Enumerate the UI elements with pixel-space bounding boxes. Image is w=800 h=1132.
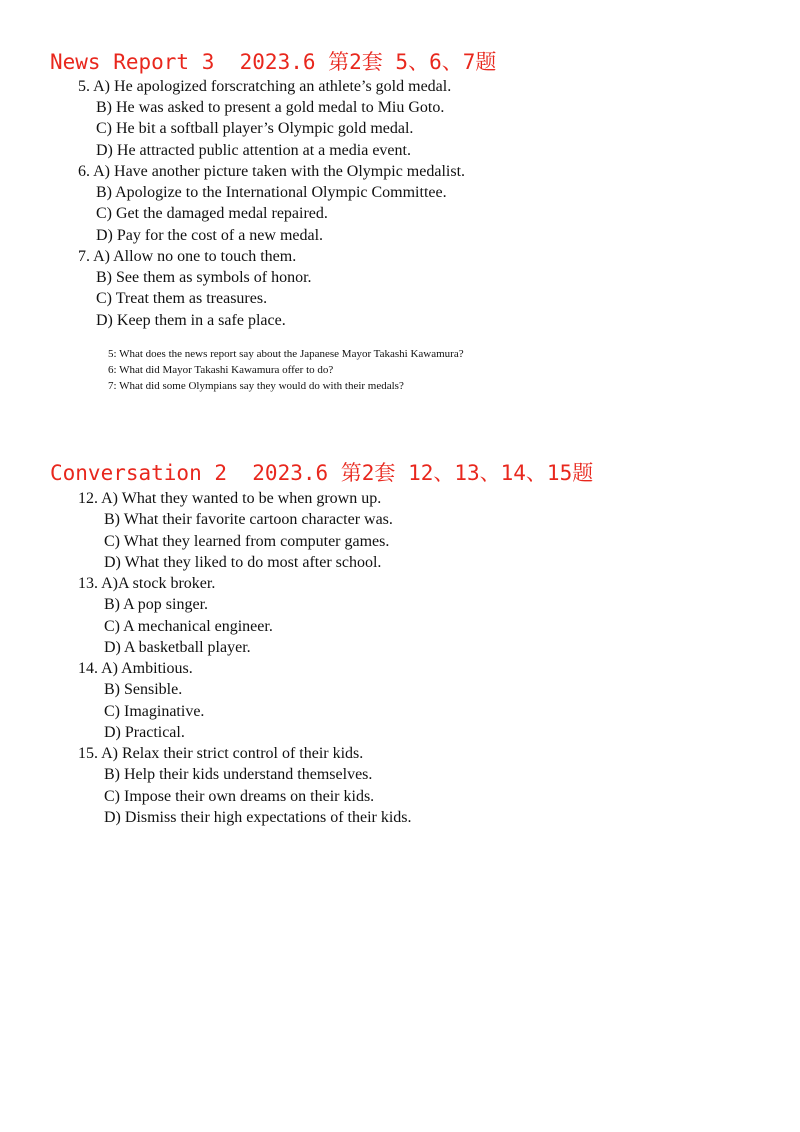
question-15-option-b: B) Help their kids understand themselves. xyxy=(104,766,373,783)
question-7-option-d: D) Keep them in a safe place. xyxy=(96,312,286,329)
question-5-option-a xyxy=(78,77,451,97)
question-7-option-c: C) Treat them as treasures. xyxy=(96,290,268,307)
note-question-5: 5: What does the news report say about the Japanese Mayor Takashi Kawamura? xyxy=(108,348,464,360)
question-7-option-b: B) See them as symbols of honor. xyxy=(96,269,312,286)
question-number: 13. xyxy=(78,575,98,592)
question-14-option-d: D) Practical. xyxy=(104,724,185,741)
question-number: 14. xyxy=(78,660,98,677)
section-title-conversation: Conversation 2 2023.6 第2套 12、13、14、15题 xyxy=(50,461,594,485)
note-question-6: 6: What did Mayor Takashi Kawamura offer to do? xyxy=(108,364,334,376)
question-5-option-b: B) He was asked to present a gold medal to Miu Goto. xyxy=(96,99,445,116)
option-text: A) Allow no one to touch them. xyxy=(93,248,297,265)
question-6-option-d: D) Pay for the cost of a new medal. xyxy=(96,227,324,244)
question-14-option-b: B) Sensible. xyxy=(104,681,183,698)
question-14-option-c: C) Imaginative. xyxy=(104,703,205,720)
question-number: 7. xyxy=(78,248,90,265)
question-number: 15. xyxy=(78,745,98,762)
question-12-option-a xyxy=(78,489,381,509)
question-12-option-b: B) What their favorite cartoon character was. xyxy=(104,511,393,528)
question-number: 6. xyxy=(78,163,90,180)
section-title-news-report: News Report 3 2023.6 第2套 5、6、7题 xyxy=(50,50,497,74)
option-text: A) Relax their strict control of their kids. xyxy=(101,745,364,762)
option-text: A) What they wanted to be when grown up. xyxy=(101,490,382,507)
question-7-option-a xyxy=(78,247,296,267)
question-15-option-c: C) Impose their own dreams on their kids. xyxy=(104,788,375,805)
question-15-option-a xyxy=(78,744,363,764)
question-14-option-a xyxy=(78,659,193,679)
question-12-option-c: C) What they learned from computer games. xyxy=(104,533,390,550)
question-13-option-b: B) A pop singer. xyxy=(104,596,209,613)
option-text: A) Have another picture taken with the Olympic medalist. xyxy=(93,163,466,180)
question-13-option-d: D) A basketball player. xyxy=(104,639,251,656)
option-text: A)A stock broker. xyxy=(101,575,216,592)
question-13-option-c: C) A mechanical engineer. xyxy=(104,618,273,635)
option-text: A) He apologized forscratching an athlete’s gold medal. xyxy=(93,78,452,95)
question-6-option-c: C) Get the damaged medal repaired. xyxy=(96,205,328,222)
question-5-option-c: C) He bit a softball player’s Olympic gold medal. xyxy=(96,120,414,137)
question-6-option-a xyxy=(78,162,465,182)
question-number: 5. xyxy=(78,78,90,95)
question-13-option-a xyxy=(78,574,215,594)
question-6-option-b: B) Apologize to the International Olympic Committee. xyxy=(96,184,447,201)
question-15-option-d: D) Dismiss their high expectations of their kids. xyxy=(104,809,412,826)
note-question-7: 7: What did some Olympians say they would do with their medals? xyxy=(108,380,404,392)
question-5-option-d: D) He attracted public attention at a media event. xyxy=(96,142,411,159)
question-number: 12. xyxy=(78,490,98,507)
option-text: A) Ambitious. xyxy=(101,660,193,677)
question-12-option-d: D) What they liked to do most after school. xyxy=(104,554,382,571)
